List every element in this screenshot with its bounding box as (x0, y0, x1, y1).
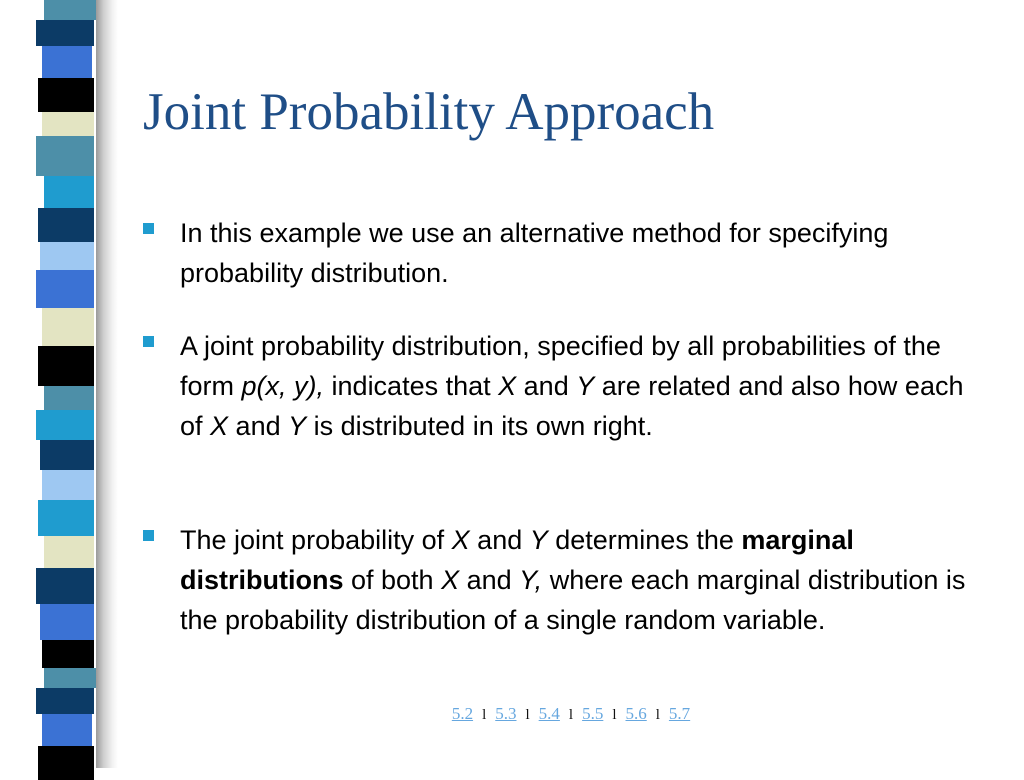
stripe-segment (40, 440, 94, 470)
nav-separator: l (612, 707, 617, 723)
bullet-text (180, 326, 983, 446)
bullet-item (143, 520, 983, 640)
section-link-5-5[interactable]: 5.5 (582, 704, 604, 723)
stripe-segment (38, 746, 94, 780)
math-variable: Y (576, 371, 595, 401)
stripe-shadow (96, 0, 118, 768)
slide-title: Joint Probability Approach (143, 83, 715, 141)
math-variable: Y (529, 525, 548, 555)
stripe-segment (36, 410, 94, 440)
text-run: determines the (547, 525, 742, 555)
text-run: indicates that (324, 371, 499, 401)
math-variable: p(x, y), (241, 371, 325, 401)
slide-navigation (0, 704, 1024, 724)
stripe-segment (38, 500, 94, 536)
text-run: In this example we use an alternative method for specifying probability distribution. (180, 218, 889, 288)
stripe-segment (38, 78, 94, 112)
bullet-text (180, 520, 983, 640)
stripe-segment (44, 0, 96, 20)
section-link-5-4[interactable]: 5.4 (538, 704, 560, 723)
stripe-segment (42, 308, 94, 346)
stripe-segment (36, 136, 94, 176)
math-variable: X (498, 371, 517, 401)
stripe-segment (38, 208, 94, 242)
math-variable: X (210, 411, 229, 441)
bullet-item (143, 326, 983, 446)
text-run: The joint probability of (180, 525, 452, 555)
section-link-5-7[interactable]: 5.7 (668, 704, 691, 723)
math-variable: Y, (519, 565, 543, 595)
section-link-5-2[interactable]: 5.2 (451, 704, 474, 723)
text-run: where each marginal distribution is the probability distribution of a single random variable. (180, 565, 966, 635)
stripe-segment (40, 604, 94, 640)
stripe-segment (42, 640, 94, 668)
stripe-segment (44, 536, 94, 568)
square-bullet-icon (143, 223, 154, 234)
math-variable: X (451, 525, 470, 555)
square-bullet-icon (143, 530, 154, 541)
stripe-segment (40, 242, 94, 270)
stripe-segment (42, 46, 92, 78)
stripe-segment (36, 568, 94, 604)
section-link-5-3[interactable]: 5.3 (495, 704, 517, 723)
stripe-segment (44, 176, 94, 208)
text-run: and (228, 411, 289, 441)
stripe-segment (44, 668, 96, 688)
nav-separator: l (568, 707, 574, 723)
text-run: A joint probability distribution, specified by all probabilities of the form (180, 331, 941, 401)
nav-separator: l (482, 707, 487, 723)
math-variable: Y (288, 411, 307, 441)
text-run: of both (343, 565, 442, 595)
stripe-segment (42, 112, 94, 136)
text-run: and (459, 565, 520, 595)
decorative-stripe (36, 0, 96, 768)
text-run: is distributed in its own right. (306, 411, 653, 441)
square-bullet-icon (143, 336, 154, 347)
emphasis-text: marginal distributions (180, 525, 854, 595)
nav-separator: l (525, 707, 530, 723)
text-run: and (516, 371, 577, 401)
section-link-5-6[interactable]: 5.6 (625, 704, 647, 723)
text-run: are related and also how each of (180, 371, 964, 441)
stripe-segment (36, 20, 94, 46)
text-run: and (469, 525, 530, 555)
bullet-item (143, 213, 983, 293)
nav-separator: l (655, 707, 660, 723)
stripe-segment (38, 346, 94, 386)
bullet-text (180, 213, 983, 293)
stripe-segment (36, 270, 94, 308)
stripe-segment (44, 386, 94, 410)
math-variable: X (441, 565, 460, 595)
stripe-segment (42, 470, 94, 500)
